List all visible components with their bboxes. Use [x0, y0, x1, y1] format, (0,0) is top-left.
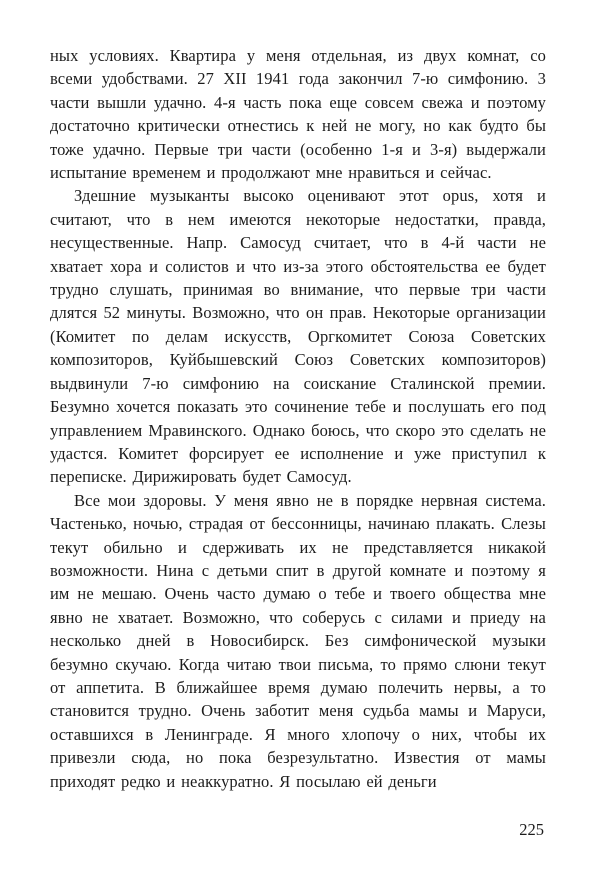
paragraph: Все мои здоровы. У меня явно не в порядке нервная система. Частенько, ночью, страдая от бессонницы, начинаю плакать. Слезы текут обильно и сдерживать их не представляется никакой возможности. Нина с детьми спит в другой комнате и поэтому я им не мешаю. Очень часто думаю о тебе и твоего общества мне явно не хватает. Возможно, что соберусь с силами и приеду на несколько дней в Новосибирск. Без симфонической музыки безумно скучаю. Когда читаю твои письма, то прямо слюни текут от аппетита. В ближайшее время думаю полечить нервы, а то становится трудно. Очень заботит меня судьба мамы и Маруси, оставшихся в Ленинграде. Я много хлопочу о них, чтобы их привезли сюда, но пока безрезультатно. Известия от мамы приходят редко и неаккуратно. Я посылаю ей деньги — [50, 490, 546, 791]
text-block — [50, 44, 546, 793]
paragraph: ных условиях. Квартира у меня отдельная, из двух комнат, со всеми удобствами. 27 XII 1941 года закончил 7-ю симфонию. 3 части вышли удачно. 4-я часть пока еще совсем свежа и поэтому достаточно критически отнестись к ней не могу, но как будто бы тоже удачно. Первые три части (особенно 1-я и 3-я) выдержали испытание временем и продолжают мне нравиться и сейчас. — [50, 46, 546, 183]
paragraph: Здешние музыканты высоко оценивают этот opus, хотя и считают, что в нем имеются некоторые недостатки, правда, несущественные. Напр. Самосуд считает, что в 4-й части не хватает хора и солистов и что из-за этого обстоятельства ее будет трудно слушать, принимая во внимание, что первые три части длятся 52 минуты. Возможно, что он прав. Некоторые организации (Комитет по делам искусств, Оргкомитет Союза Советских композиторов, Куйбышевский Союз Советских композиторов) выдвинули 7-ю симфонию на соискание Сталинской премии. Безумно хочется показать это сочинение тебе и послушать его под управлением Мравинского. Однако боюсь, что скоро это сделать не удастся. Комитет форсирует ее исполнение и уже приступил к переписке. Дирижировать будет Самосуд. — [50, 186, 546, 487]
page-number: 225 — [519, 820, 544, 839]
